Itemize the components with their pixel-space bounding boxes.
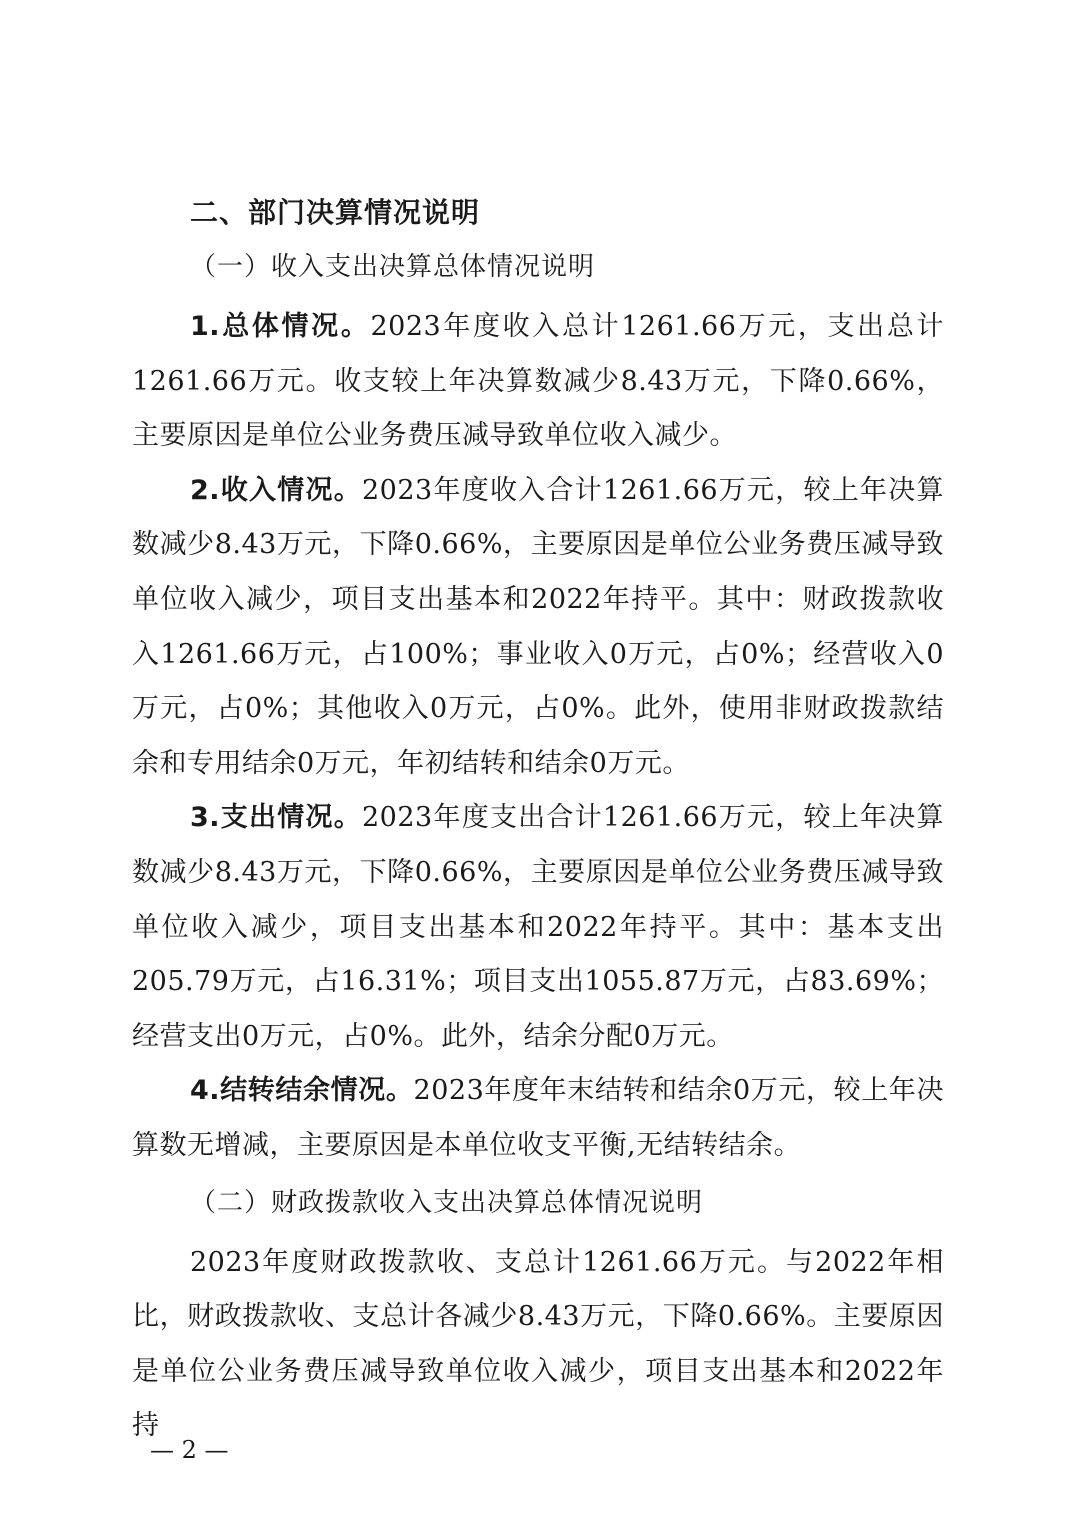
subsection-title: （一）收入支出决算总体情况说明 bbox=[190, 252, 596, 282]
document-body bbox=[132, 190, 945, 1442]
paragraph-lead: 1.总体情况。 bbox=[190, 311, 371, 342]
paragraph-overall bbox=[132, 300, 944, 464]
paragraph-text: 2023年度年末结转和结余0万元，较上年决算数无增减，主要原因是本单位收支平衡,无结转结余。 bbox=[132, 1075, 945, 1161]
paragraph-text: 2023年度支出合计1261.66万元，较上年决算数减少8.43万元，下降0.66%，主要原因是单位公业务费压减导致单位收入减少，项目支出基本和2022年持平。其中：基本支出205.79万元，占16.31%；项目支出1055.87万元，占83.69%；经营支出0万元，占0%。此外，结余分配0万元。 bbox=[132, 802, 944, 1052]
paragraph-text: 2023年度收入合计1261.66万元，较上年决算数减少8.43万元，下降0.66%，主要原因是单位公业务费压减导致单位收入减少，项目支出基本和2022年持平。其中：财政拨款收入1261.66万元，占100%；事业收入0万元，占0%；经营收入0万元，占0%；其他收入0万元，占0%。此外，使用非财政拨款结余和专用结余0万元，年初结转和结余0万元。 bbox=[132, 474, 944, 779]
paragraph-expenditure bbox=[132, 791, 944, 1064]
paragraph-text: 2023年度收入总计1261.66万元，支出总计1261.66万元。收支较上年决算数减少8.43万元，下降0.66%，主要原因是单位公业务费压减导致单位收入减少。 bbox=[132, 311, 944, 452]
subsection-title: （二）财政拨款收入支出决算总体情况说明 bbox=[190, 1187, 704, 1218]
paragraph-balance bbox=[132, 1064, 944, 1173]
paragraph-income bbox=[132, 464, 944, 792]
page-number: — 2 — bbox=[150, 1436, 229, 1464]
paragraph-lead: 4.结转结余情况。 bbox=[190, 1075, 414, 1107]
paragraph-fiscal: 2023年度财政拨款收、支总计1261.66万元。与2022年相比，财政拨款收、支总计各减少8.43万元，下降0.66%。主要原因是单位公业务费压减导致单位收入减少，项目支出基本和2022年持 bbox=[132, 1246, 944, 1442]
section-title: 二、部门决算情况说明 bbox=[190, 196, 481, 229]
paragraph-lead: 3.支出情况。 bbox=[190, 802, 362, 834]
paragraph-lead: 2.收入情况。 bbox=[190, 474, 362, 506]
